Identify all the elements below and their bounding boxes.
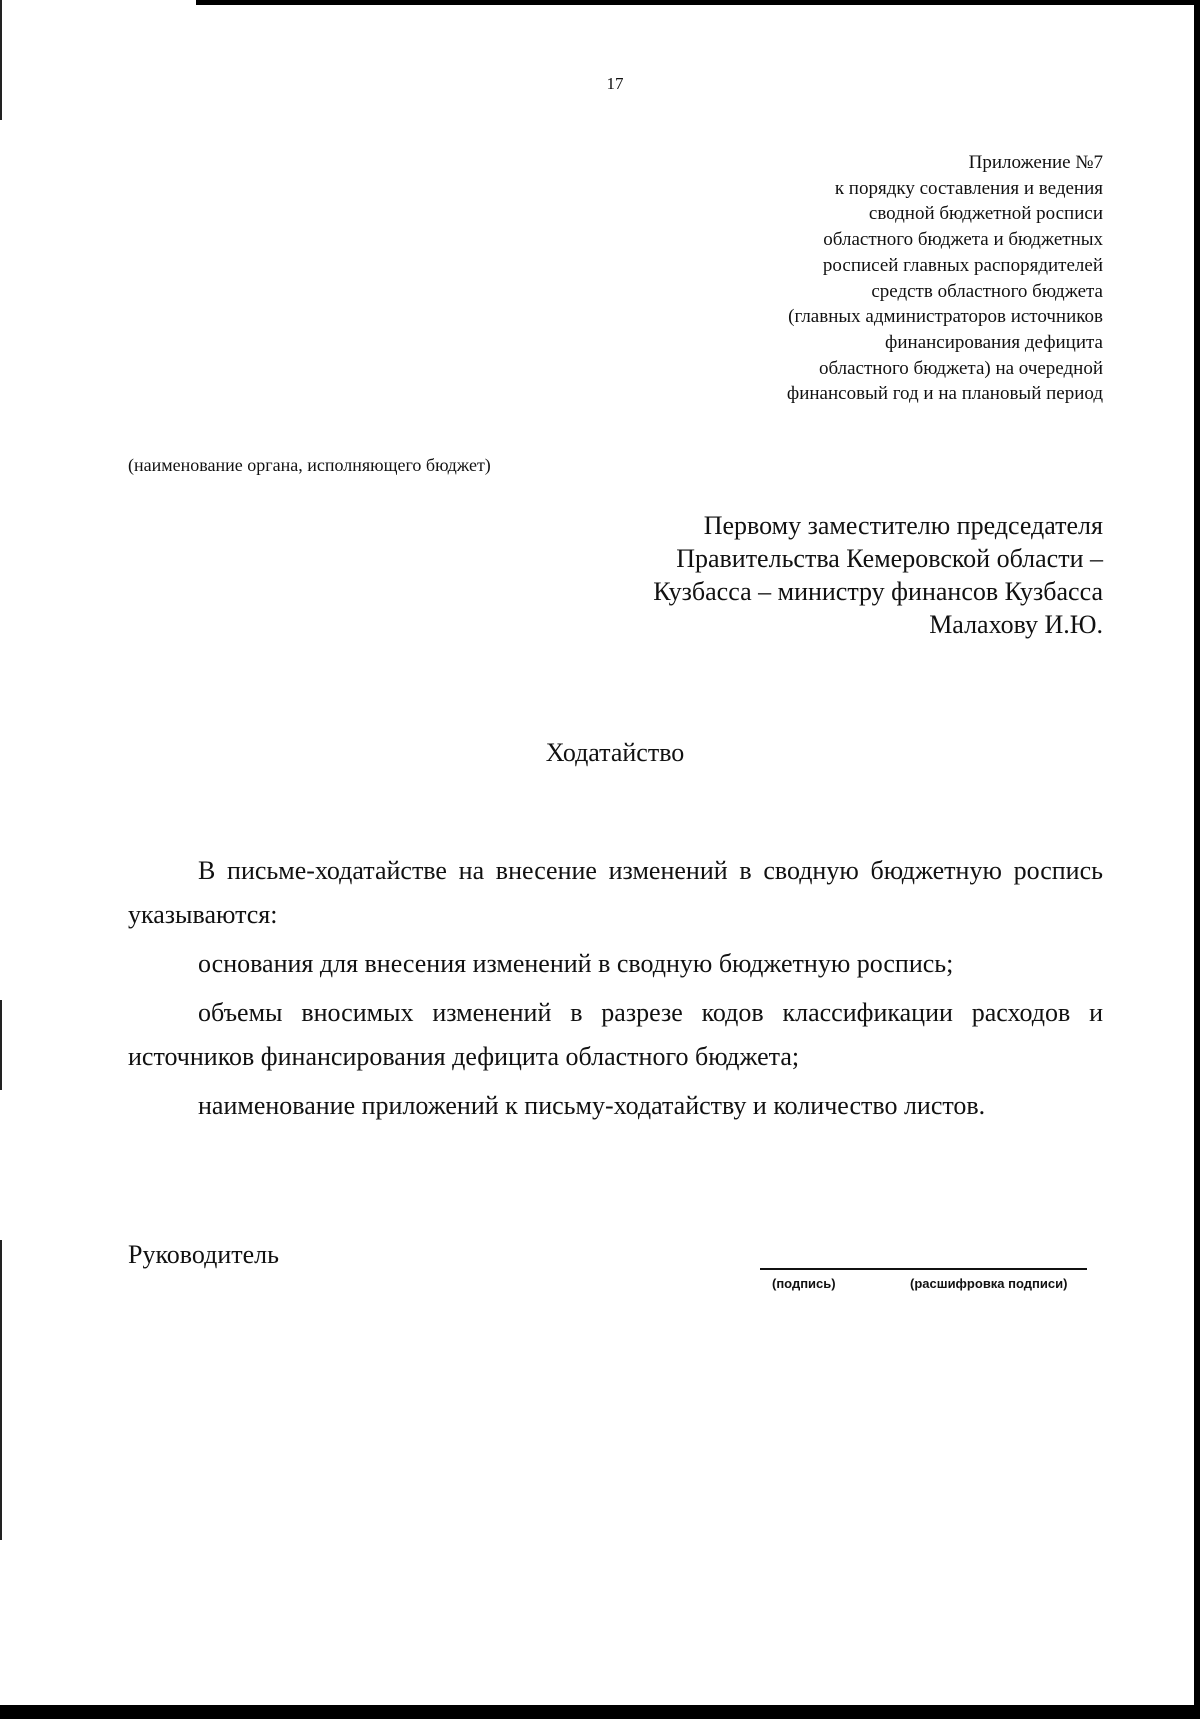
page-number: 17 xyxy=(606,74,624,93)
document-body xyxy=(128,849,1103,1128)
addressee-line: Первому заместителю председателя xyxy=(703,511,1103,540)
signature-decode-caption: (расшифровка подписи) xyxy=(910,1276,1068,1291)
appendix-line: средств областного бюджета xyxy=(871,280,1103,302)
scan-edge-mark xyxy=(0,1000,2,1090)
addressee-line: Малахову И.Ю. xyxy=(929,610,1103,639)
appendix-line: к порядку составления и ведения xyxy=(834,177,1103,199)
appendix-line: финансирования дефицита xyxy=(885,331,1103,353)
body-paragraph: наименование приложений к письму-ходатайству и количество листов. xyxy=(198,1091,986,1120)
appendix-line: областного бюджета) на очередной xyxy=(818,357,1103,379)
scan-edge-mark xyxy=(0,1240,2,1540)
appendix-header xyxy=(643,150,1103,407)
signature-label: Руководитель xyxy=(128,1240,279,1269)
appendix-line: (главных администраторов источников xyxy=(788,306,1103,328)
document-title: Ходатайство xyxy=(545,738,685,767)
scan-border-top xyxy=(196,0,1200,5)
scan-edge-mark xyxy=(0,0,2,120)
body-paragraph: основания для внесения изменений в сводную бюджетную роспись; xyxy=(198,949,954,978)
appendix-line: областного бюджета и бюджетных xyxy=(823,229,1103,251)
body-paragraph: В письме-ходатайстве на внесение изменений в сводную бюджетную роспись указываются: xyxy=(128,856,1103,929)
addressee-line: Кузбасса – министру финансов Кузбасса xyxy=(653,577,1103,606)
appendix-line: росписей главных распорядителей xyxy=(822,254,1103,276)
appendix-line: финансовый год и на плановый период xyxy=(786,383,1103,405)
scan-border-bottom xyxy=(0,1705,1200,1719)
appendix-line: Приложение №7 xyxy=(968,152,1103,173)
scan-border-right xyxy=(1194,0,1200,1719)
signature-caption: (подпись) xyxy=(772,1276,836,1291)
signature-line xyxy=(760,1268,1087,1270)
appendix-line: сводной бюджетной росписи xyxy=(868,203,1103,225)
body-paragraph: объемы вносимых изменений в разрезе кодов классификации расходов и источников финансирования дефицита областного бюджета; xyxy=(128,998,1103,1071)
org-name-caption: (наименование органа, исполняющего бюджет) xyxy=(128,455,491,475)
addressee-line: Правительства Кемеровской области – xyxy=(676,544,1103,573)
addressee-block xyxy=(483,509,1103,641)
